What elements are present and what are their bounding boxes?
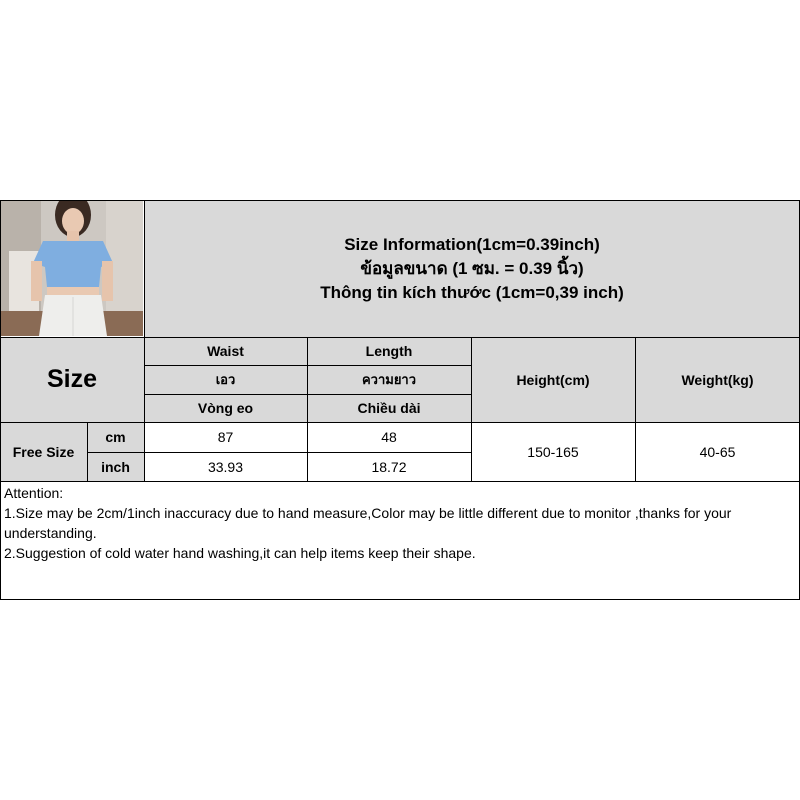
notes-block	[4, 483, 798, 598]
waist-header-vi: Vòng eo	[197, 400, 254, 416]
waist-header-en: Waist	[207, 343, 244, 359]
notes-line-2: 2.Suggestion of cold water hand washing,it can help items keep their shape.	[4, 545, 476, 561]
header-title-th: ข้อมูลขนาด (1 ซม. = 0.39 นิ้ว)	[360, 258, 584, 278]
notes-line-1: 1.Size may be 2cm/1inch inaccuracy due to hand measure,Color may be little different due to monitor ,thanks for your understanding.	[4, 505, 732, 541]
free-size-label: Free Size	[12, 443, 75, 460]
product-photo	[1, 201, 143, 336]
weight-header: Weight(kg)	[681, 371, 754, 388]
length-header-th: ความยาว	[361, 372, 417, 387]
length-cm-value: 48	[381, 429, 397, 445]
header-title-en: Size Information(1cm=0.39inch)	[344, 234, 600, 254]
header-text-block	[144, 200, 800, 337]
length-header-en: Length	[365, 343, 413, 359]
unit-cm: cm	[105, 429, 126, 445]
notes-title: Attention:	[4, 485, 64, 501]
height-header: Height(cm)	[516, 371, 590, 388]
height-value: 150-165	[527, 443, 579, 460]
product-photo-image	[1, 201, 143, 336]
unit-inch: inch	[101, 458, 130, 475]
header-title-vi: Thông tin kích thước (1cm=0,39 inch)	[320, 282, 624, 302]
waist-header-th: เอว	[215, 372, 236, 387]
length-inch-value: 18.72	[371, 458, 407, 475]
weight-value: 40-65	[699, 443, 736, 460]
waist-inch-value: 33.93	[207, 458, 244, 475]
length-header-vi: Chiều dài	[357, 400, 421, 416]
size-label: Size	[46, 365, 98, 393]
waist-cm-value: 87	[217, 429, 234, 445]
size-chart	[0, 200, 800, 600]
